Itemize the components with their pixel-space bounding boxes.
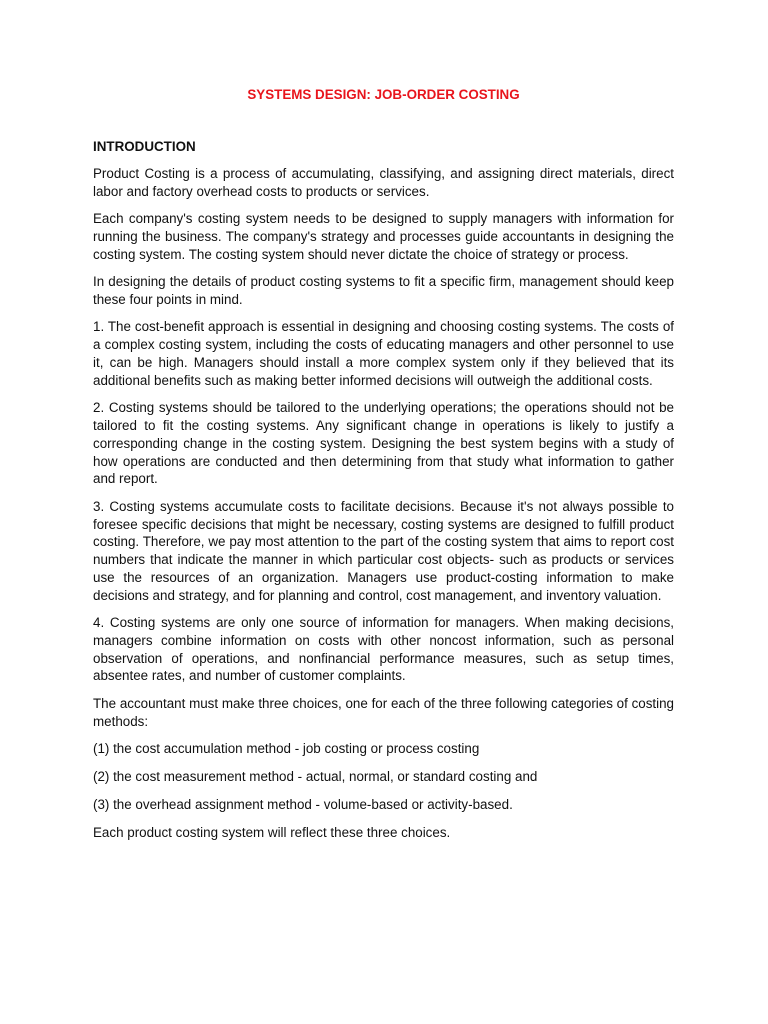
paragraph-point-3: 3. Costing systems accumulate costs to facilitate decisions. Because it's not always possible to foresee specific decisions that might be necessary, costing systems are designed to fulfill product costing. Therefore, we pay most attention to the part of the costing system that aims to report cost numbers that indicate the manner in which particular cost objects- such as products or services use the resources of an organization. Managers use product-costing information to make decisions and strategy, and for planning and control, cost management, and inventory valuation. [93, 498, 674, 603]
paragraph-closing: Each product costing system will reflect these three choices. [93, 825, 451, 841]
choice-item-1: (1) the cost accumulation method - job costing or process costing [93, 741, 480, 757]
section-heading-introduction: INTRODUCTION [93, 139, 196, 154]
paragraph-point-2: 2. Costing systems should be tailored to the underlying operations; the operations should not be tailored to fit the costing systems. Any significant change in operations is likely to justify a corresponding change in the costing system. Designing the best system begins with a study of how operations are conducted and then determining from that study what information to gather and report. [93, 400, 674, 487]
paragraph-definition: Product Costing is a process of accumulating, classifying, and assigning direct materials, direct labor and factory overhead costs to products or services. [93, 166, 674, 199]
choice-item-3: (3) the overhead assignment method - volume-based or activity-based. [93, 797, 513, 813]
paragraph-point-4: 4. Costing systems are only one source of information for managers. When making decisions, managers combine information on costs with other noncost information, such as personal observation of operations, and nonfinancial performance measures, such as setup times, absentee rates, and number of customer complaints. [93, 615, 674, 684]
paragraph-three-choices-intro: The accountant must make three choices, one for each of the three following categories of costing methods: [93, 695, 674, 729]
document-title: SYSTEMS DESIGN: JOB-ORDER COSTING [247, 87, 520, 102]
paragraph-four-points-intro: In designing the details of product costing systems to fit a specific firm, management should keep these four points in mind. [93, 274, 674, 307]
paragraph-company-costing-system: Each company's costing system needs to be designed to supply managers with information for running the business. The company's strategy and processes guide accountants in designing the costing system. The costing system should never dictate the choice of strategy or process. [93, 211, 674, 262]
document-page [93, 86, 674, 851]
paragraph-point-1: 1. The cost-benefit approach is essential in designing and choosing costing systems. The costs of a complex costing system, including the costs of educating managers and other personnel to use it, can be high. Managers should install a more complex system only if they believed that its additional benefits such as making better informed decisions will outweigh the additional costs. [93, 319, 674, 388]
choice-item-2: (2) the cost measurement method - actual, normal, or standard costing and [93, 769, 538, 785]
